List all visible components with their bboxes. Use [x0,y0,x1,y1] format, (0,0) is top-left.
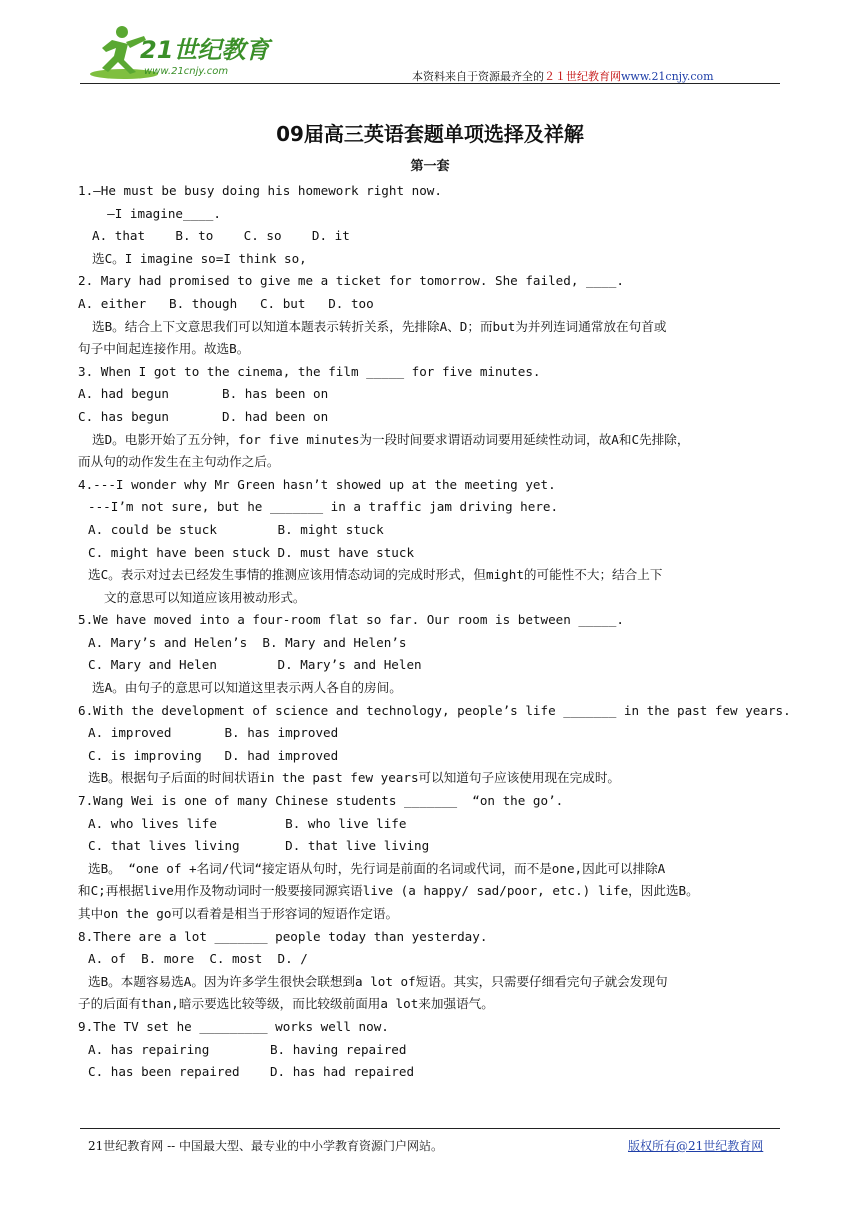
source-prefix: 本资料来自于资源最齐全的 [412,70,544,83]
page-subtitle: 第一套 [410,159,450,174]
options-line: C. Mary and Helen D. Mary’s and Helen [88,657,422,673]
copyright-link[interactable]: 版权所有@21世纪教育网 [628,1139,764,1153]
options-line: A. had begun B. has been on [78,386,329,402]
logo-text: 21世纪教育 [140,36,270,64]
runner-logo-icon [82,22,292,84]
explanation-line: 选D。电影开始了五分钟，for five minutes为一段时间要求谓语动词要用延续性动词，故A和C先排除， [92,431,690,447]
question-line: 9.The TV set he _________ works well now. [78,1018,389,1034]
explanation-line: 其中on the go可以看着是相当于形容词的短语作定语。 [78,906,399,921]
options-line: A. could be stuck B. might stuck [88,521,384,537]
explanation-line: 选C。表示对过去已经发生事情的推测应该用情态动词的完成时形式，但might的可能性不大；结合上下 [88,567,663,583]
footer-divider [80,1128,780,1129]
options-line: C. that lives living D. that live living [88,838,430,854]
question-line: 2. Mary had promised to give me a ticket for tomorrow. She failed, ____. [78,273,624,289]
question-line: —I imagine____. [92,205,221,221]
options-line: C. is improving D. had improved [88,747,339,763]
explanation-line: 文的意思可以知道应该用被动形式。 [104,589,306,605]
options-line: C. might have been stuck D. must have stuck [88,544,415,560]
header-source [412,68,714,84]
explanation-line: 选B。 “one of +名词/代词“接定语从句时，先行词是前面的名词或代词，而不是one,因此可以排除A [88,860,666,876]
exercise-content [78,180,791,1084]
footer-text: 21世纪教育网 -- 中国最大型、最专业的中小学教育资源门户网站。 [88,1139,444,1153]
explanation-line: 选B。本题容易选A。因为许多学生很快会联想到a lot of短语。其实，只需要仔细看完句子就会发现句 [88,973,668,989]
options-line: A. has repairing B. having repaired [88,1041,407,1057]
options-line: A. improved B. has improved [88,725,339,741]
question-line: 8.There are a lot _______ people today than yesterday. [78,928,488,944]
options-line: A. who lives life B. who live life [88,815,407,831]
question-line: 1.—He must be busy doing his homework right now. [78,183,442,198]
explanation-line: 选C。I imagine so=I think so, [92,250,307,266]
explanation-line: 选A。由句子的意思可以知道这里表示两人各自的房间。 [92,680,402,696]
options-line: A. that B. to C. so D. it [92,228,350,244]
options-line: C. has begun D. had been on [78,408,329,424]
explanation-line: 选B。结合上下文意思我们可以知道本题表示转折关系，先排除A、D；而but为并列连词通常放在句首或 [92,318,667,334]
options-line: A. either B. though C. but D. too [78,295,374,311]
logo-url: www.21cnjy.com [144,66,229,77]
question-line: ---I’m not sure, but he _______ in a traffic jam driving here. [88,499,559,515]
header-divider [80,83,780,84]
question-line: 7.Wang Wei is one of many Chinese students _______ “on the go’. [78,793,564,809]
options-line: A. of B. more C. most D. / [88,951,308,967]
question-line: 3. When I got to the cinema, the film _____ for five minutes. [78,363,541,379]
site-logo[interactable] [82,22,292,84]
explanation-line: 子的后面有than,暗示要选比较等级，而比较级前面用a lot来加强语气。 [78,996,494,1012]
options-line: A. Mary’s and Helen’s B. Mary and Helen’s [88,634,407,650]
explanation-line: 和C;再根据live用作及物动词时一般要接同源宾语live (a happy/ sad/poor, etc.) life，因此选B。 [78,883,699,899]
question-line: 4.---I wonder why Mr Green hasn’t showed up at the meeting yet. [78,476,556,492]
question-line: 6.With the development of science and technology, people’s life _______ in the past few years. [78,702,791,718]
page-title: 09届高三英语套题单项选择及祥解 [276,122,584,146]
source-url-link[interactable]: www.21cnjy.com [621,70,714,83]
explanation-line: 句子中间起连接作用。故选B。 [78,341,250,357]
question-line: 5.We have moved into a four-room flat so far. Our room is between _____. [78,612,624,628]
explanation-line: 选B。根据句子后面的时间状语in the past few years可以知道句子应该使用现在完成时。 [88,770,621,786]
source-site-link[interactable]: ２１世纪教育网 [544,70,621,83]
options-line: C. has been repaired D. has had repaired [88,1064,415,1080]
explanation-line: 而从句的动作发生在主句动作之后。 [78,454,280,470]
